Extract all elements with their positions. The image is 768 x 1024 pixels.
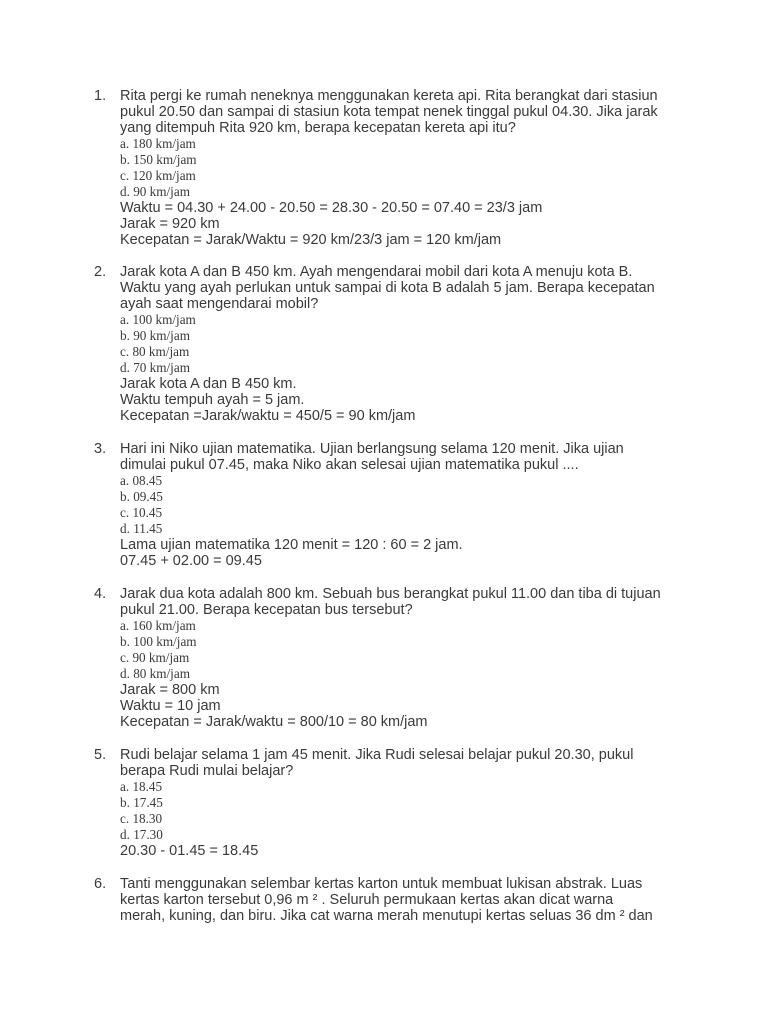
answer-option: d. 80 km/jam xyxy=(120,666,190,681)
solution-line: Kecepatan = Jarak/Waktu = 920 km/23/3 jam = 120 km/jam xyxy=(120,232,502,248)
question-number: 5. xyxy=(94,747,107,763)
answer-option: a. 18.45 xyxy=(120,779,163,794)
solution-line: Jarak = 800 km xyxy=(120,682,220,698)
solution-line: Waktu tempuh ayah = 5 jam. xyxy=(120,392,305,408)
answer-option: d. 17.30 xyxy=(120,827,163,842)
answer-option: b. 09.45 xyxy=(120,489,163,504)
question-number: 3. xyxy=(94,441,107,457)
answer-option: c. 120 km/jam xyxy=(120,168,196,183)
question-body xyxy=(120,747,694,859)
question-4 xyxy=(94,586,694,730)
solution-line: Waktu = 10 jam xyxy=(120,698,221,714)
solution-line: Jarak kota A dan B 450 km. xyxy=(120,376,297,392)
question-body xyxy=(120,441,694,569)
answer-option: d. 70 km/jam xyxy=(120,360,190,375)
question-stem-line: merah, kuning, dan biru. Jika cat warna merah menutupi kertas seluas 36 dm ² dan xyxy=(120,908,653,924)
question-body xyxy=(120,586,694,730)
question-stem-line: Rudi belajar selama 1 jam 45 menit. Jika Rudi selesai belajar pukul 20.30, pukul xyxy=(120,747,634,763)
question-stem-line: kertas karton tersebut 0,96 m ² . Seluruh permukaan kertas akan dicat warna xyxy=(120,892,614,908)
question-number: 2. xyxy=(94,264,107,280)
answer-option: b. 17.45 xyxy=(120,795,163,810)
answer-option: c. 90 km/jam xyxy=(120,650,190,665)
answer-option: c. 18.30 xyxy=(120,811,163,826)
answer-option: a. 180 km/jam xyxy=(120,136,196,151)
answer-option: a. 100 km/jam xyxy=(120,312,196,327)
question-stem-line: dimulai pukul 07.45, maka Niko akan selesai ujian matematika pukul .... xyxy=(120,457,579,473)
question-stem-line: pukul 20.50 dan sampai di stasiun kota tempat nenek tinggal pukul 04.30. Jika jarak xyxy=(120,104,658,120)
question-1 xyxy=(94,88,694,248)
question-body xyxy=(120,264,694,424)
question-stem-line: Hari ini Niko ujian matematika. Ujian berlangsung selama 120 menit. Jika ujian xyxy=(120,441,624,457)
question-stem-line: yang ditempuh Rita 920 km, berapa kecepatan kereta api itu? xyxy=(120,120,516,136)
question-body xyxy=(120,876,694,924)
solution-line: Waktu = 04.30 + 24.00 - 20.50 = 28.30 - 20.50 = 07.40 = 23/3 jam xyxy=(120,200,543,216)
answer-option: a. 08.45 xyxy=(120,473,163,488)
question-stem-line: berapa Rudi mulai belajar? xyxy=(120,763,294,779)
answer-option: d. 90 km/jam xyxy=(120,184,190,199)
question-2 xyxy=(94,264,694,424)
question-stem-line: ayah saat mengendarai mobil? xyxy=(120,296,319,312)
question-stem-line: Waktu yang ayah perlukan untuk sampai di kota B adalah 5 jam. Berapa kecepatan xyxy=(120,280,655,296)
question-number: 6. xyxy=(94,876,107,892)
question-body xyxy=(120,88,694,248)
answer-option: d. 11.45 xyxy=(120,521,163,536)
solution-line: Kecepatan = Jarak/waktu = 800/10 = 80 km/jam xyxy=(120,714,428,730)
solution-line: 07.45 + 02.00 = 09.45 xyxy=(120,553,262,569)
answer-option: c. 80 km/jam xyxy=(120,344,190,359)
answer-option: b. 90 km/jam xyxy=(120,328,190,343)
solution-line: Jarak = 920 km xyxy=(120,216,220,232)
solution-line: Lama ujian matematika 120 menit = 120 : 60 = 2 jam. xyxy=(120,537,463,553)
question-number: 1. xyxy=(94,88,107,104)
answer-option: c. 10.45 xyxy=(120,505,163,520)
question-stem-line: pukul 21.00. Berapa kecepatan bus tersebut? xyxy=(120,602,413,618)
question-stem-line: Jarak dua kota adalah 800 km. Sebuah bus berangkat pukul 11.00 dan tiba di tujuan xyxy=(120,586,661,602)
question-5 xyxy=(94,747,694,859)
answer-option: b. 100 km/jam xyxy=(120,634,197,649)
question-6 xyxy=(94,876,694,924)
solution-line: Kecepatan =Jarak/waktu = 450/5 = 90 km/jam xyxy=(120,408,416,424)
answer-option: b. 150 km/jam xyxy=(120,152,197,167)
question-3 xyxy=(94,441,694,569)
solution-line: 20.30 - 01.45 = 18.45 xyxy=(120,843,259,859)
question-stem-line: Rita pergi ke rumah neneknya menggunakan kereta api. Rita berangkat dari stasiun xyxy=(120,88,658,104)
answer-option: a. 160 km/jam xyxy=(120,618,196,633)
question-number: 4. xyxy=(94,586,107,602)
question-stem-line: Jarak kota A dan B 450 km. Ayah mengendarai mobil dari kota A menuju kota B. xyxy=(120,264,633,280)
question-stem-line: Tanti menggunakan selembar kertas karton untuk membuat lukisan abstrak. Luas xyxy=(120,876,643,892)
